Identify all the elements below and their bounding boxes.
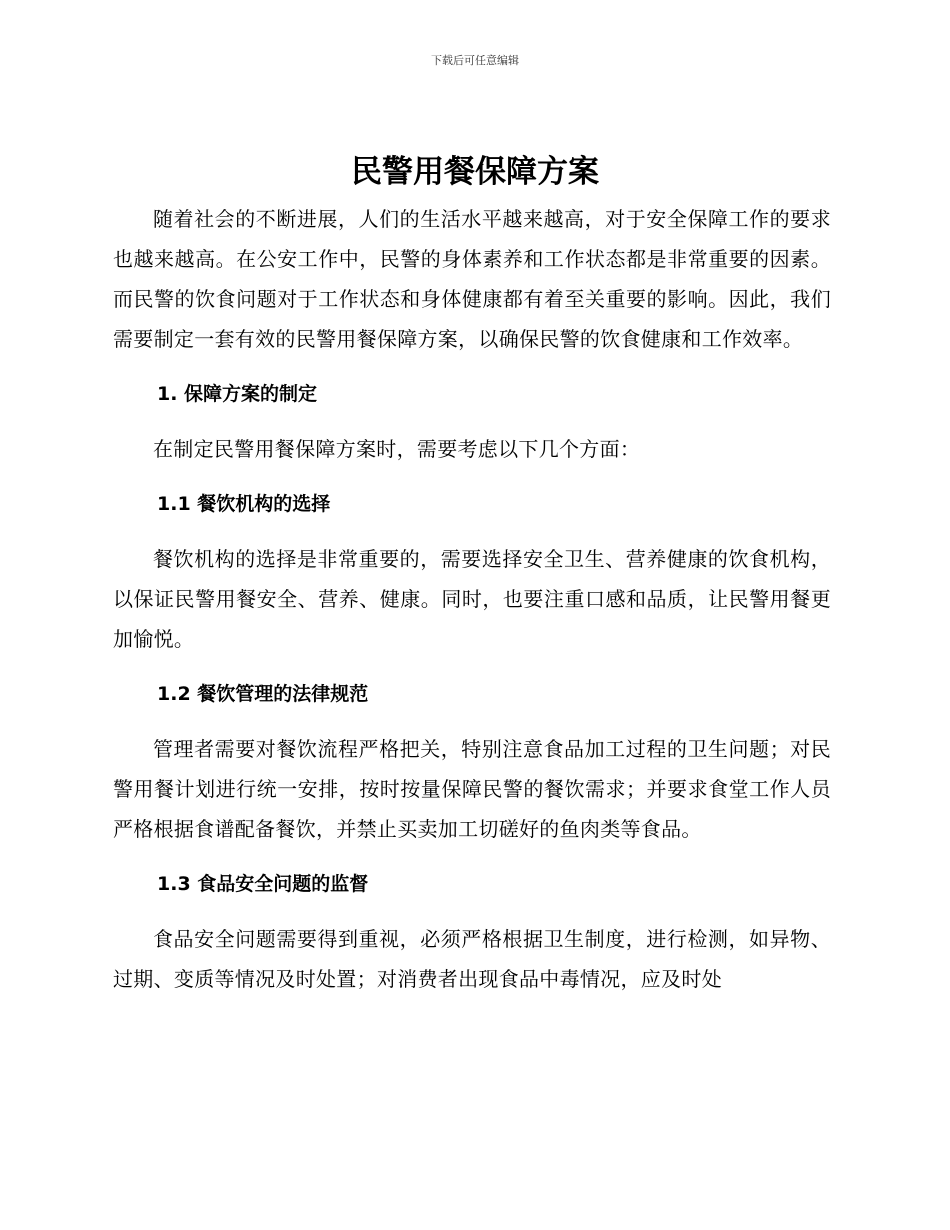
section (113, 674, 831, 864)
section (113, 484, 831, 674)
section-paragraph: 餐饮机构的选择是非常重要的，需要选择安全卫生、营养健康的饮食机构，以保证民警用餐安全、营养、健康。同时，也要注重口感和品质，让民警用餐更加愉悦。 (113, 547, 831, 651)
header-note: 下载后可任意编辑 (431, 54, 519, 67)
section-heading: 1. 保障方案的制定 (157, 383, 318, 405)
section (113, 864, 831, 999)
section-paragraph: 管理者需要对餐饮流程严格把关，特别注意食品加工过程的卫生问题；对民警用餐计划进行统一安排，按时按量保障民警的餐饮需求；并要求食堂工作人员严格根据食谱配备餐饮，并禁止买卖加工切磋好的鱼肉类等食品。 (113, 737, 831, 841)
document-body (113, 199, 831, 999)
document-title: 民警用餐保障方案 (351, 154, 599, 190)
section-paragraph: 食品安全问题需要得到重视，必须严格根据卫生制度，进行检测，如异物、过期、变质等情况及时处置；对消费者出现食品中毒情况，应及时处 (113, 927, 831, 991)
section-heading: 1.2 餐饮管理的法律规范 (157, 683, 369, 705)
section-heading: 1.1 餐饮机构的选择 (157, 493, 331, 515)
section-heading: 1.3 食品安全问题的监督 (157, 873, 369, 895)
section-paragraph: 在制定民警用餐保障方案时，需要考虑以下几个方面： (153, 437, 641, 461)
section (113, 374, 831, 484)
intro-paragraph: 随着社会的不断进展，人们的生活水平越来越高，对于安全保障工作的要求也越来越高。在公安工作中，民警的身体素养和工作状态都是非常重要的因素。而民警的饮食问题对于工作状态和身体健康都有着至关重要的影响。因此，我们需要制定一套有效的民警用餐保障方案，以确保民警的饮食健康和工作效率。 (113, 207, 831, 351)
